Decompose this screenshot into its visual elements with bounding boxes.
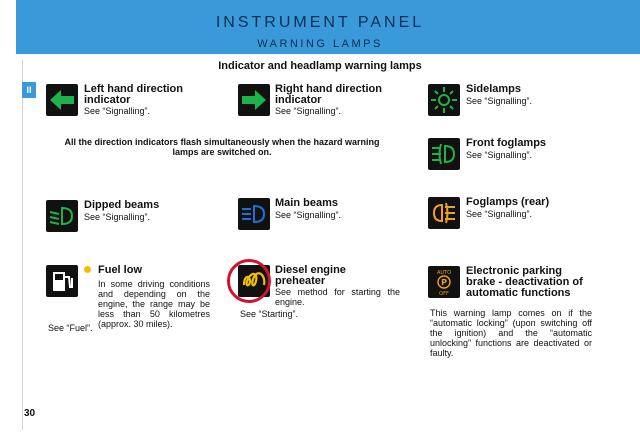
front-foglamps-title: Front foglamps — [466, 137, 547, 149]
fuel-warning-dot — [84, 266, 91, 273]
right-indicator-title: Right hand direction indicator — [275, 83, 382, 106]
fuel-low-text-a — [98, 279, 210, 329]
dipped-beam-icon — [46, 200, 78, 232]
sidelamps-text: See “Signalling”. — [466, 96, 533, 106]
highlight-circle — [227, 259, 271, 303]
dipped-beams-title: Dipped beams — [84, 199, 160, 211]
margin-rule — [22, 60, 23, 430]
main-beams-text: See “Signalling”. — [275, 210, 342, 220]
page-header — [0, 0, 640, 54]
fuel-pump-icon — [46, 265, 78, 297]
sidelamps-icon — [428, 84, 460, 116]
parking-brake-title: Electronic parking brake - deactivation of automatic functions — [466, 265, 583, 299]
preheater-see: See “Starting”. — [240, 309, 299, 319]
parking-icon-p: P — [441, 278, 447, 287]
rear-foglamp-icon — [428, 197, 460, 229]
hazard-note: All the direction indicators flash simultaneously when the hazard warning lamps are switched on. — [64, 137, 380, 157]
left-indicator-title: Left hand direction indicator — [84, 83, 183, 106]
main-beam-icon — [238, 198, 270, 230]
section-tab[interactable]: II — [22, 82, 36, 98]
preheater-text: See method for starting the engine. — [275, 287, 400, 307]
left-indicator-text: See “Signalling”. — [84, 106, 151, 116]
parking-icon-off: OFF — [439, 291, 449, 297]
fuel-low-see: See “Fuel”. — [48, 323, 93, 333]
parking-brake-icon — [428, 266, 460, 298]
page-title: INSTRUMENT PANEL — [215, 14, 425, 31]
fuel-low-text: In some driving conditions and depending on the engine, the range may be less than 50 kilometres (approx. 30 miles). — [98, 279, 210, 329]
sidelamps-title: Sidelamps — [466, 83, 522, 95]
section-title: Indicator and headlamp warning lamps — [218, 60, 422, 72]
left-arrow-icon — [46, 84, 78, 116]
parking-icon-auto: AUTO — [436, 270, 452, 276]
page-number: 30 — [24, 408, 36, 419]
dipped-beams-text: See “Signalling”. — [84, 212, 151, 222]
preheater-title: Diesel engine preheater — [275, 264, 346, 287]
right-indicator-text: See “Signalling”. — [275, 106, 342, 116]
rear-foglamps-title: Foglamps (rear) — [466, 196, 550, 208]
right-arrow-icon — [238, 84, 270, 116]
parking-brake-text: This warning lamp comes on if the “automatic locking” (upon switching off the ignition) and the “automatic unlocking” functions are deactivated or faulty. — [430, 308, 592, 358]
front-foglamps-text: See “Signalling”. — [466, 150, 533, 160]
main-beams-title: Main beams — [275, 197, 338, 209]
front-foglamp-icon — [428, 138, 460, 170]
rear-foglamps-text: See “Signalling”. — [466, 209, 533, 219]
fuel-low-title: Fuel low — [98, 264, 142, 276]
page-subtitle: WARNING LAMPS — [257, 38, 383, 50]
